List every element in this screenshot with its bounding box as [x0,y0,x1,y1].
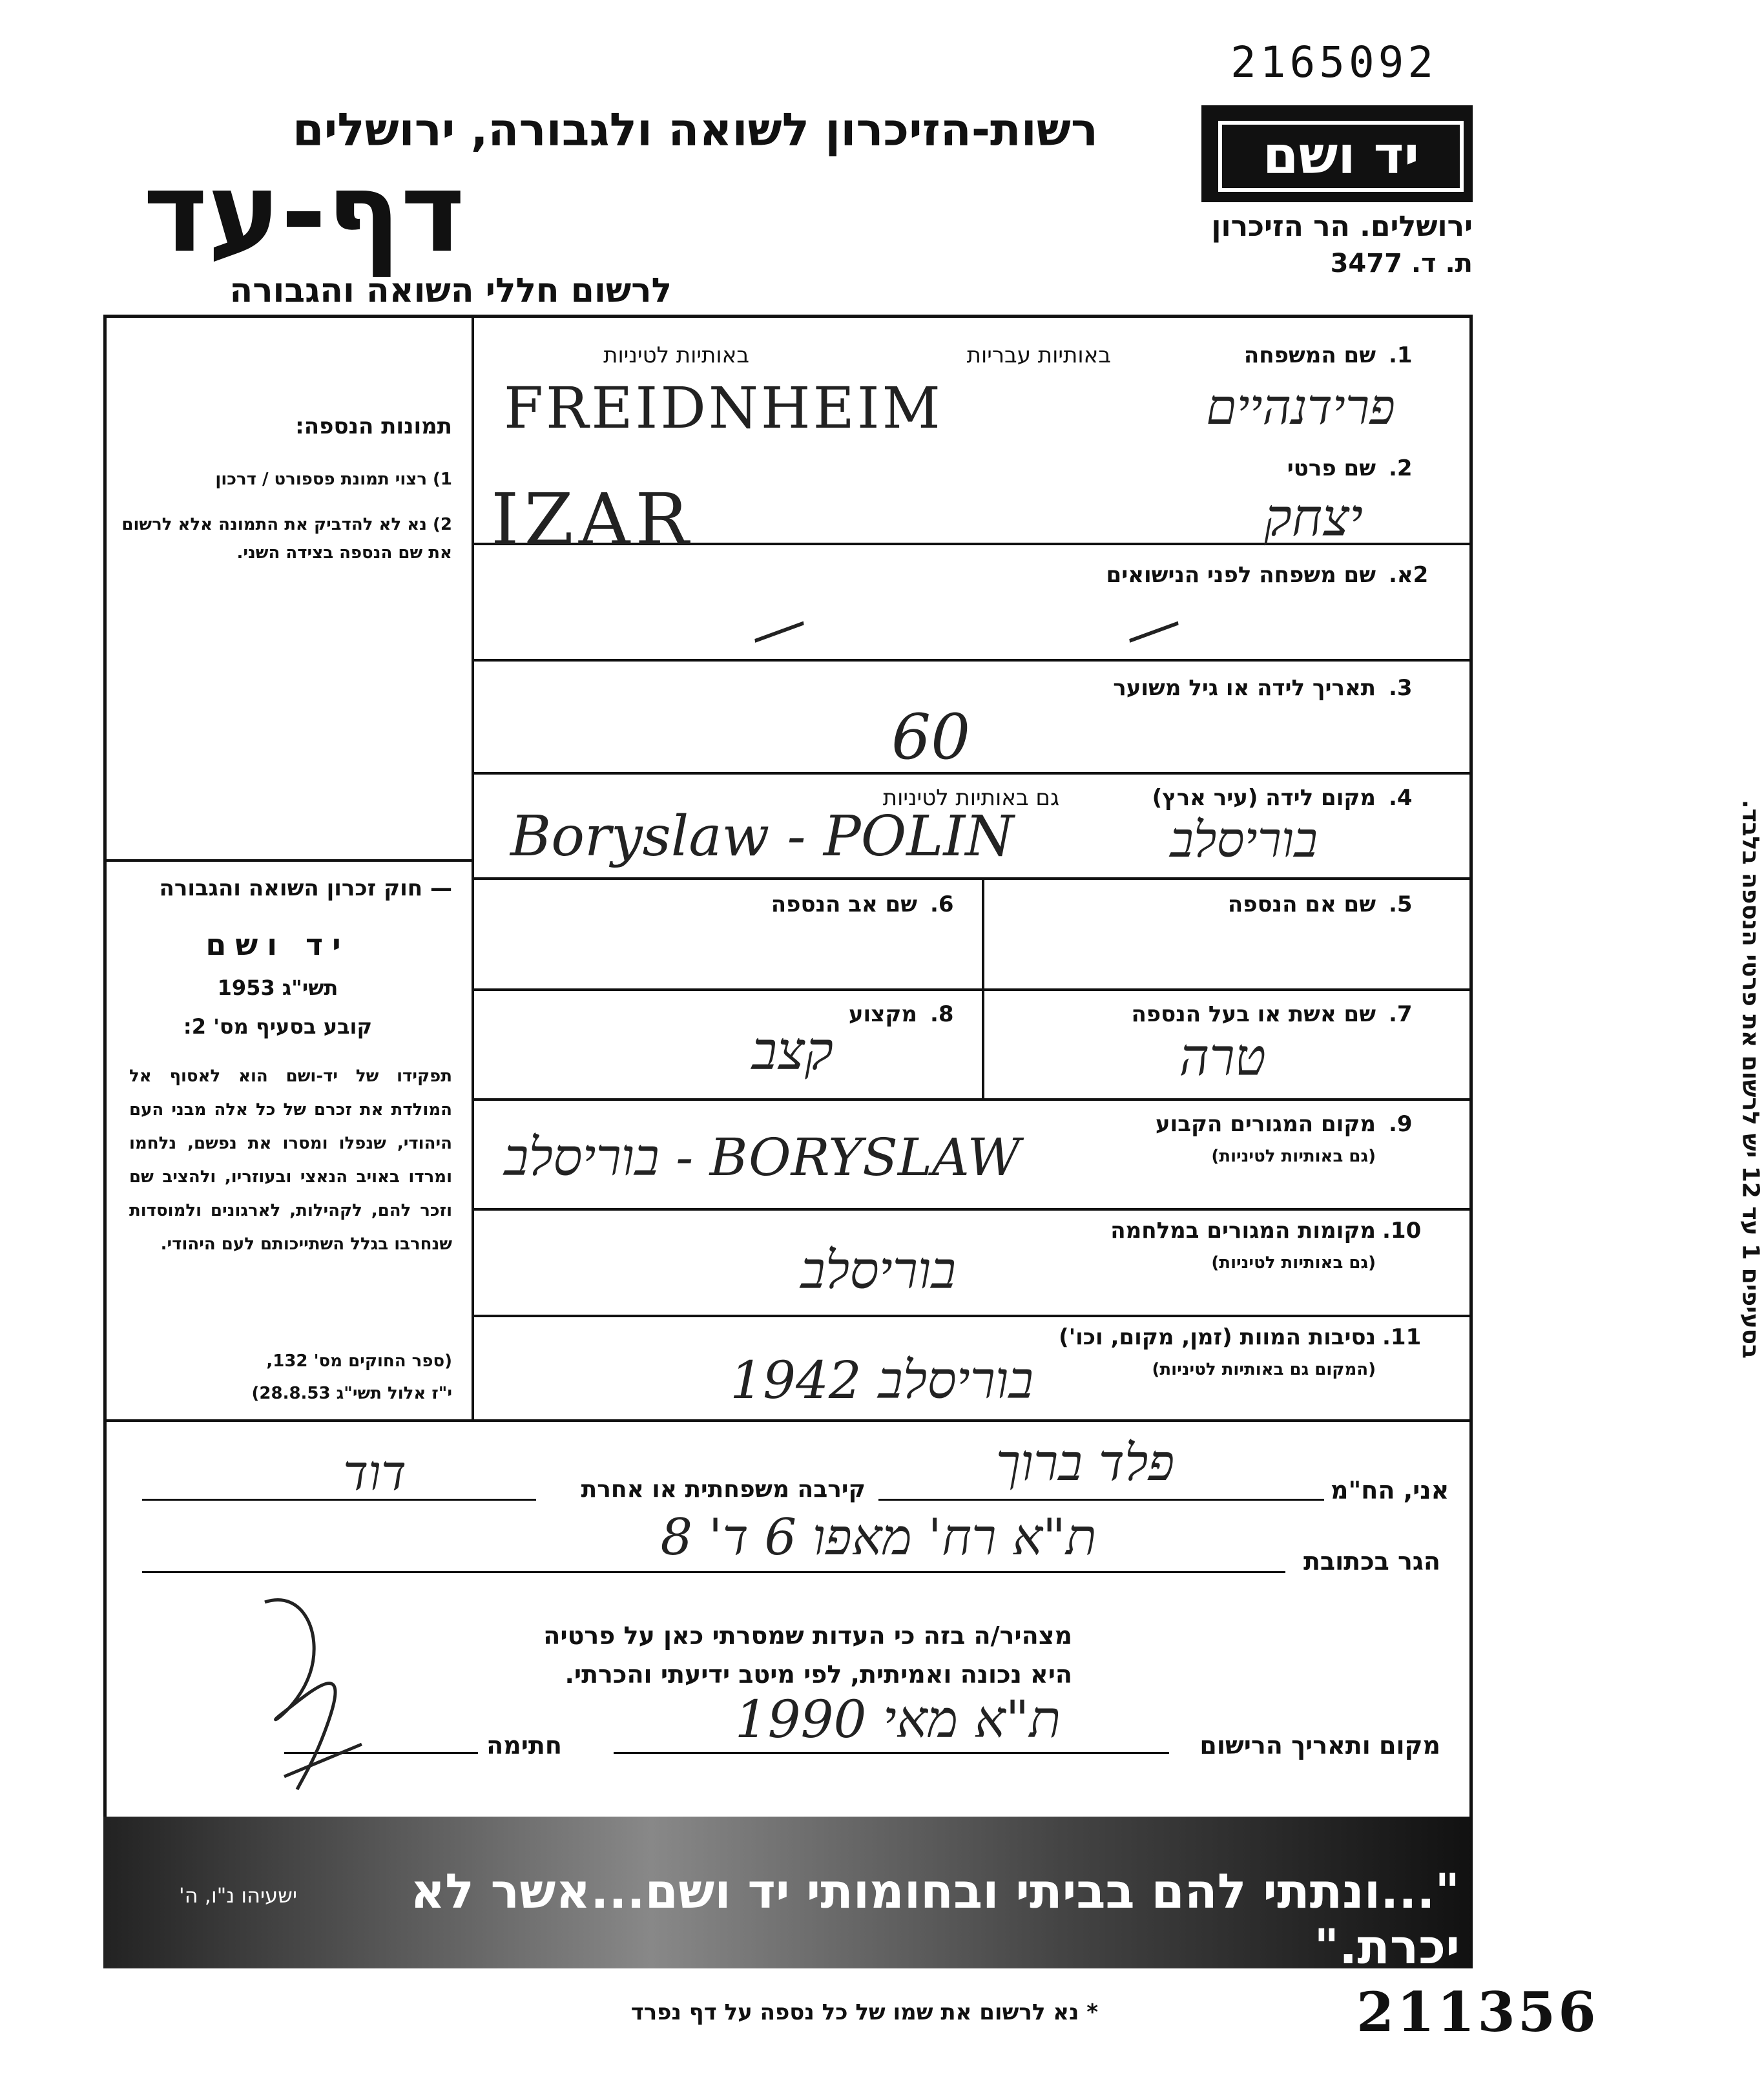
place-date-line [614,1752,1169,1754]
row-sep-3 [472,772,1473,775]
field-2a-value: — [740,587,816,669]
law-source: (ספר החוקים מס' 132, [266,1351,452,1371]
address-line2: ת. ד. 3477 [1330,249,1473,278]
page-title: דף-עד [143,149,465,277]
witness-name: פלד ברוך [995,1434,1175,1492]
field-4-value-latin: Boryslaw - POLIN [510,804,1014,869]
field-7-label: שם אשת או בעל הנספה [1131,1001,1376,1027]
field-1-number: 1. [1389,342,1413,368]
field-9-value: בוריסלב - BORYSLAW [504,1127,1021,1187]
field-3-value: 60 [891,701,971,773]
side-note: בסעיפים 1 עד 12 יש לרשום את פרטי הנספה בלבד. [1737,799,1764,1359]
field-10-label: מקומות המגורים במלחמה [1110,1218,1376,1244]
split-5-6 [982,877,984,988]
logo-text: יד ושם [1218,121,1464,192]
row-sep-9 [103,1419,1473,1422]
law-name: יד ושם [205,927,350,962]
field-2-number: 2. [1389,455,1413,481]
field-3-number: 3. [1389,675,1413,701]
signature-mark [245,1583,388,1796]
field-6-label: שם אב הנספה [771,892,917,917]
field-8-value: קצב [751,1021,833,1082]
field-11-sublabel: (המקום גם באותיות לטיניות) [1152,1360,1376,1379]
witness-relation-label: קירבה משפחתית או אחרת [581,1476,866,1503]
address-line1: ירושלים. הר הזיכרון [1211,210,1473,243]
field-2a-number: 2א. [1389,562,1429,588]
split-7-8 [982,988,984,1098]
field-4-number: 4. [1389,785,1413,811]
place-date: ת"א מאי 1990 [734,1689,1061,1749]
field-5-label: שם אם הנספה [1227,892,1376,917]
field-2a-value-2: — [1114,587,1190,669]
law-text: תפקידו של יד-ושם הוא לאסוף אל המולדת את זכרם של כל אלה מבני העם היהודי, שנפלו ומסרו את נפשם, נלחמו ומרדו באויב הנאצי ובעוזריו, ולהציב שם וזכר להם, לקהילות, לארגונים ולמוסדות שנחרבו בגלל השתייכותם לעם היהודי. [129,1067,452,1254]
footer-note: * נא לרשום את שמו של כל נספה על דף נפרד [630,1999,1098,2025]
field-8-number: 8. [930,1001,954,1027]
law-date: י"ז אלול תשי"ג 28.8.53) [251,1384,452,1403]
field-2a-label: שם משפחה לפני הנישואים [1106,562,1376,588]
row-sep-8 [472,1315,1473,1317]
field-9-number: 9. [1389,1111,1413,1137]
row-sep-7 [472,1208,1473,1211]
document-number-bottom: 211356 [1356,1980,1599,2044]
field-2-value-hebrew: יצחק [1263,488,1363,548]
field-7-number: 7. [1389,1001,1413,1027]
field-11-value: בוריסלב 1942 [730,1350,1033,1410]
row-sep-5 [472,988,1473,991]
field-1-label: שם המשפחה [1243,342,1376,368]
signature-label: חתימה [486,1731,562,1760]
place-date-label: מקום ותאריך הרישום [1199,1731,1440,1760]
yad-vashem-logo [1201,105,1473,202]
field-9-sublabel: (גם באותיות לטיניות) [1211,1147,1376,1166]
field-2-label: שם פרטי [1287,455,1376,481]
field-5-number: 5. [1389,892,1413,917]
field-8-label: מקצוע [848,1001,917,1027]
field-3-label: תאריך לידה או גיל משוער [1113,675,1376,701]
witness-relation: דוד [343,1444,406,1501]
field-7-value: טרה [1179,1027,1266,1087]
field-10-number: 10. [1382,1218,1422,1244]
banner-quote: "...ונתתי להם בביתי ובחומותי יד ושם...אשר לא יכרת." [410,1864,1460,1975]
witness-address-label: הגר בכתובת [1303,1547,1440,1576]
field-11-label: נסיבות המוות (זמן, מקום, וכו') [1059,1324,1376,1350]
field-11-number: 11. [1382,1324,1422,1350]
document-number-top: 2165092 [1230,37,1438,87]
field-1-value-hebrew: פרידנהיים [1206,378,1395,435]
field-6-number: 6. [930,892,954,917]
left-box-separator [103,859,474,862]
field-1-value-latin: FREIDNHEIM [504,375,943,441]
field-9-label: מקום המגורים הקבוע [1155,1111,1376,1137]
page-subtitle: לרשום חללי השואה והגבורה [229,271,672,310]
field-4-sublabel: גם באותיות לטיניות [882,785,1059,811]
row-sep-6 [472,1098,1473,1101]
photo-box-title: תמונות הנספה: [295,413,452,439]
witness-address: ת"א רח' מאפו 6 ד' 8 [660,1508,1097,1567]
field-2-value-latin: IZAR [491,478,694,561]
authority-title: רשות-הזיכרון לשואה ולגבורה, ירושלים [292,103,1098,156]
declaration-line2: היא נכונה ואמיתית, לפי מיטב ידיעתי והכרתי. [565,1660,1072,1689]
row-sep-2 [472,659,1473,662]
banner-source: ישעיהו נ"ו, ה' [178,1883,297,1908]
witness-i-label: אני, הח"מ [1331,1476,1449,1505]
law-clause: קובע בסעיף מס' 2: [183,1014,373,1039]
field-10-value: בוריסלב [800,1240,956,1300]
field-4-value-hebrew: בוריסלב [1170,811,1318,868]
field-4-label: מקום לידה (עיר ארץ) [1152,785,1376,811]
witness-name-line [878,1499,1324,1501]
field-1-latin-col: באותיות לטיניות [603,342,749,368]
field-10-sublabel: (גם באותיות לטיניות) [1211,1253,1376,1273]
row-sep-4 [472,877,1473,880]
photo-box-line1: 1) רצוי תמונת פספורט / דרכון [215,470,452,489]
law-year: תשי"ג 1953 [217,975,338,1000]
photo-box-line2: 2) נא לא להדביק את התמונה אלא לרשום את שם הנספה בצידה השני. [121,515,452,563]
witness-address-line [142,1571,1285,1573]
declaration-line1: מצהיר/ה בזה כי העדות שמסרתי כאן על פרטיה [543,1622,1072,1650]
law-heading: — חוק זכרון השואה והגבורה [159,875,452,901]
field-1-hebrew-col: באותיות עבריות [966,342,1111,368]
